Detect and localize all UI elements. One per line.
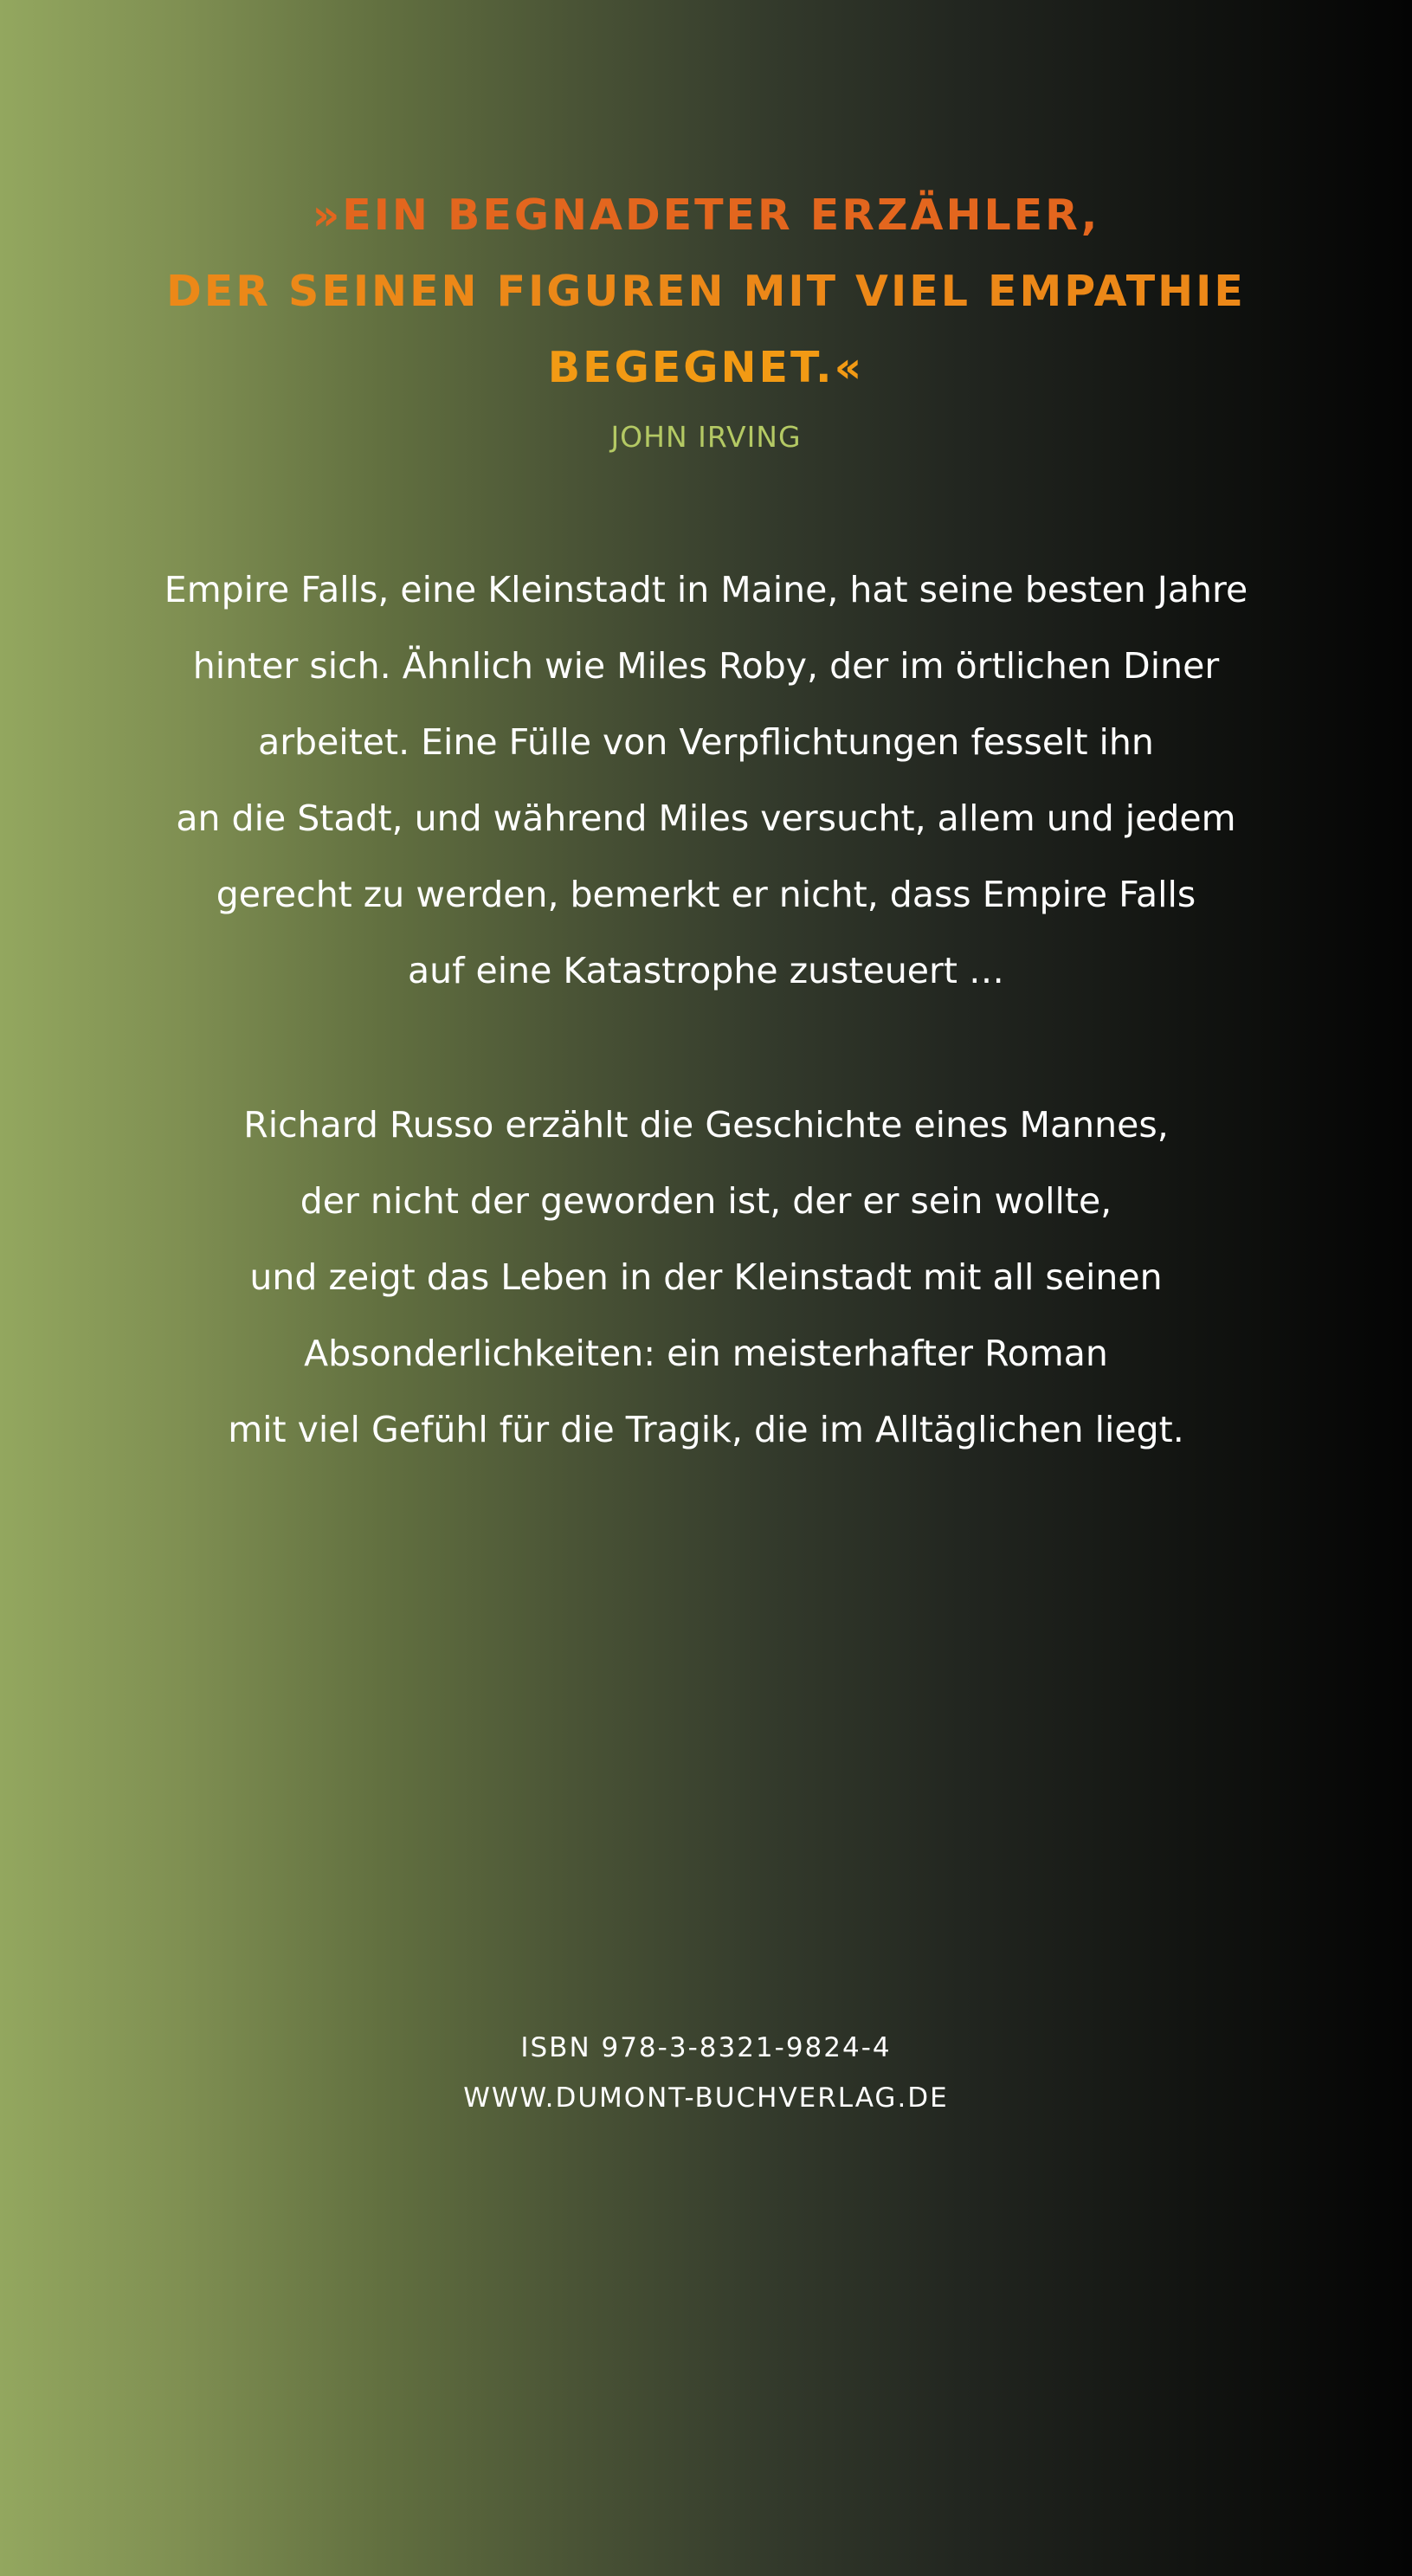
blurb-line: und zeigt das Leben in der Kleinstadt mit all seinen: [249, 1256, 1163, 1298]
publisher-website: WWW.DUMONT-BUCHVERLAG.DE: [463, 2082, 949, 2114]
blurb-line: mit viel Gefühl für die Tragik, die im Alltäglichen liegt.: [228, 1409, 1184, 1450]
blurb-line: auf eine Katastrophe zusteuert …: [407, 950, 1004, 991]
quote-line: DER SEINEN FIGUREN MIT VIEL EMPATHIE: [166, 267, 1246, 316]
blurb-paragraph-2: [0, 1087, 1412, 1468]
review-quote: [0, 178, 1412, 406]
blurb-line: Richard Russo erzählt die Geschichte eines Mannes,: [243, 1104, 1169, 1146]
isbn-number: ISBN 978-3-8321-9824-4: [520, 2032, 892, 2063]
blurb-line: hinter sich. Ähnlich wie Miles Roby, der im örtlichen Diner: [192, 645, 1220, 687]
blurb-line: an die Stadt, und während Miles versucht, allem und jedem: [176, 797, 1236, 839]
blurb-line: arbeitet. Eine Fülle von Verpflichtungen fesselt ihn: [258, 721, 1154, 763]
quote-line: »EIN BEGNADETER ERZÄHLER,: [312, 190, 1100, 240]
blurb-line: Empire Falls, eine Kleinstadt in Maine, hat seine besten Jahre: [164, 569, 1248, 610]
blurb-line: Absonderlichkeiten: ein meisterhafter Roman: [304, 1333, 1108, 1374]
quote-line: BEGEGNET.«: [547, 343, 865, 392]
publisher-info: [0, 2023, 1412, 2123]
blurb-paragraph-1: [0, 552, 1412, 1009]
quote-author: JOHN IRVING: [610, 420, 802, 454]
blurb-line: gerecht zu werden, bemerkt er nicht, dass Empire Falls: [216, 874, 1196, 915]
blurb-line: der nicht der geworden ist, der er sein wollte,: [300, 1180, 1112, 1222]
